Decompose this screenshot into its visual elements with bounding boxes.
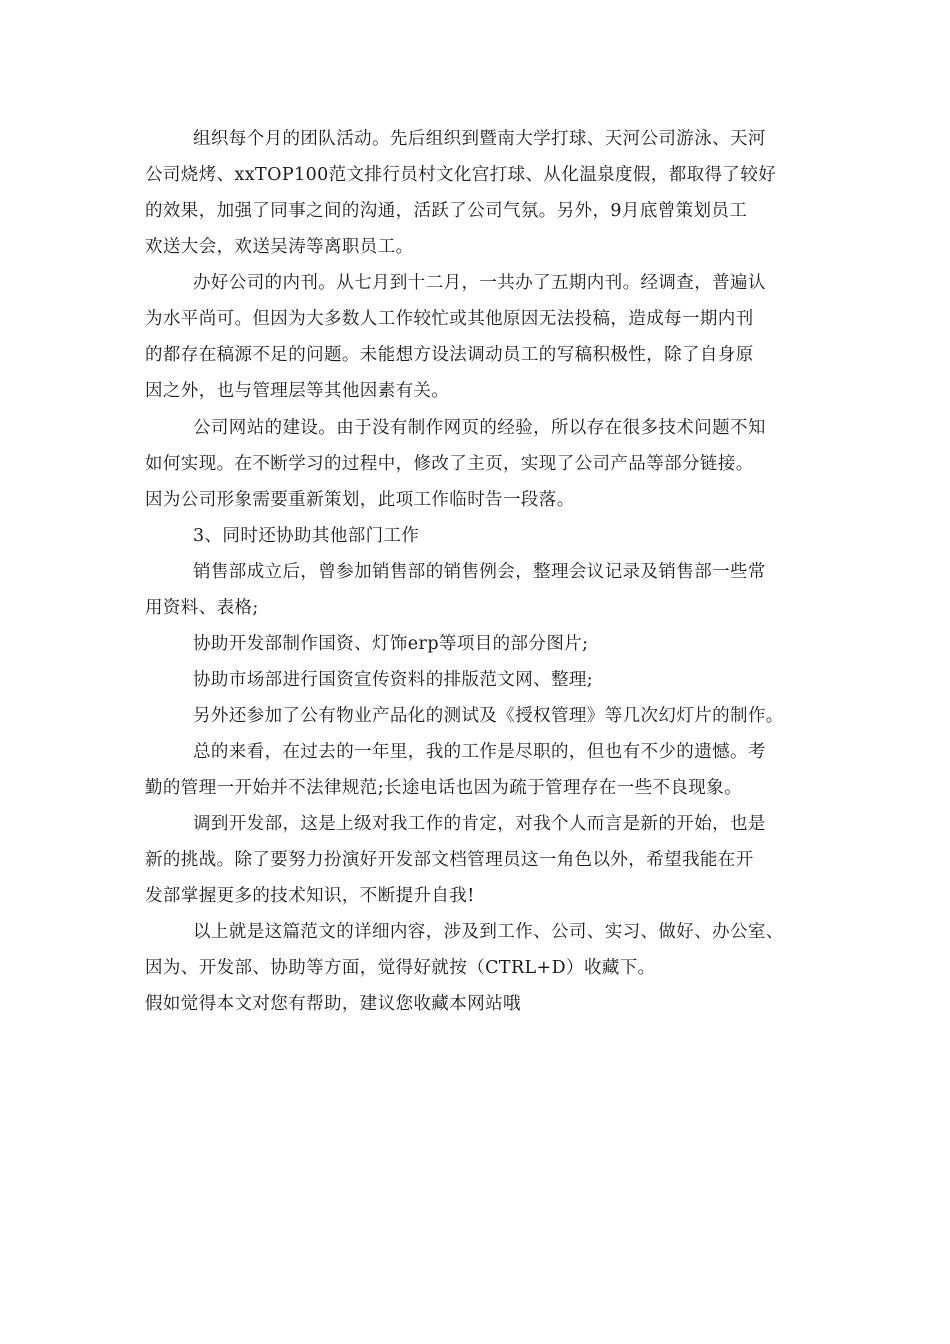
text-line: 如何实现。在不断学习的过程中，修改了主页，实现了公司产品等部分链接。 (145, 454, 754, 474)
text-line: 欢送大会，欢送吴涛等离职员工。 (145, 237, 414, 257)
text-line: 公司烧烤、xxTOP100范文排行员村文化宫打球、从化温泉度假，都取得了较好 (145, 165, 777, 185)
text-line: 为水平尚可。但因为大多数人工作较忙或其他原因无法投稿，造成每一期内刊 (145, 309, 754, 329)
text-line: 办好公司的内刊。从七月到十二月，一共办了五期内刊。经调查，普遍认 (193, 273, 766, 293)
text-line: 因为公司形象需要重新策划，此项工作临时告一段落。 (145, 490, 575, 510)
text-line: 总的来看，在过去的一年里，我的工作是尽职的，但也有不少的遗憾。考 (193, 742, 766, 762)
text-line: 组织每个月的团队活动。先后组织到暨南大学打球、天河公司游泳、天河 (193, 129, 766, 149)
text-line: 的效果，加强了同事之间的沟通，活跃了公司气氛。另外，9月底曾策划员工 (145, 201, 748, 221)
text-line: 的都存在稿源不足的问题。未能想方设法调动员工的写稿积极性，除了自身原 (145, 345, 754, 365)
text-line: 用资料、表格; (145, 598, 259, 618)
text-line: 因之外，也与管理层等其他因素有关。 (145, 381, 450, 401)
text-line: 销售部成立后，曾参加销售部的销售例会，整理会议记录及销售部一些常 (193, 562, 766, 582)
text-line: 另外还参加了公有物业产品化的测试及《授权管理》等几次幻灯片的制作。 (193, 706, 784, 726)
text-line: 因为、开发部、协助等方面，觉得好就按（CTRL+D）收藏下。 (145, 958, 656, 978)
text-line: 协助开发部制作国资、灯饰erp等项目的部分图片; (193, 634, 589, 654)
text-line: 新的挑战。除了要努力扮演好开发部文档管理员这一角色以外，希望我能在开 (145, 850, 754, 870)
text-line: 勤的管理一开始并不法律规范;长途电话也因为疏于管理存在一些不良现象。 (145, 778, 742, 798)
text-line: 调到开发部，这是上级对我工作的肯定，对我个人而言是新的开始，也是 (193, 814, 766, 834)
text-line: 公司网站的建设。由于没有制作网页的经验，所以存在很多技术问题不知 (193, 418, 766, 438)
text-line: 协助市场部进行国资宣传资料的排版范文网、整理; (193, 670, 594, 690)
footer-note: 假如觉得本文对您有帮助，建议您收藏本网站哦 (145, 994, 521, 1014)
section-heading: 3、同时还协助其他部门工作 (193, 526, 420, 546)
text-line: 以上就是这篇范文的详细内容，涉及到工作、公司、实习、做好、办公室、 (193, 922, 784, 942)
text-line: 发部掌握更多的技术知识，不断提升自我! (145, 886, 475, 906)
